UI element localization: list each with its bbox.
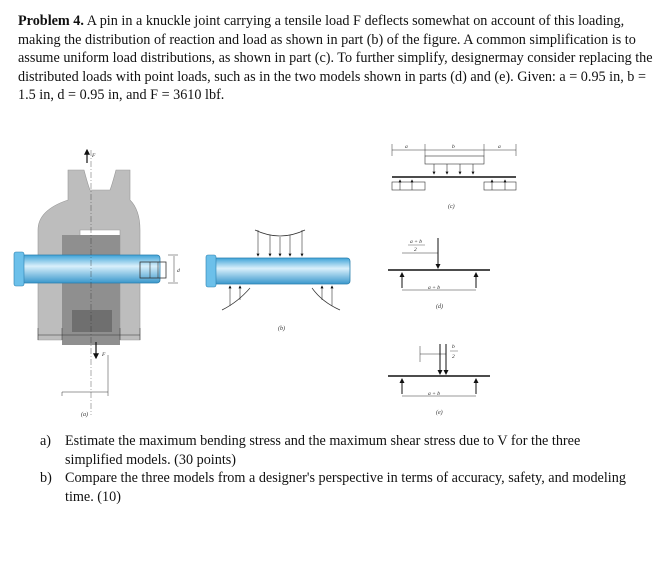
question-marker: a) (40, 433, 52, 449)
label-d: d (177, 268, 180, 274)
label-e-frac-den: 2 (452, 354, 455, 360)
question-item (40, 432, 640, 469)
question-list (40, 432, 640, 506)
label-e-a-plus-b: a + b (428, 391, 440, 397)
part-d-point-loads (388, 238, 490, 310)
label-d-frac-num: a + b (410, 239, 422, 245)
pin-b-shape (212, 258, 350, 284)
label-c-b: b (452, 144, 455, 150)
caption-e: (e) (436, 410, 443, 416)
problem-statement (18, 12, 658, 105)
part-a-knuckle-joint (14, 150, 180, 418)
label-d-a-plus-b: a + b (428, 285, 440, 291)
caption-b: (b) (278, 326, 285, 332)
part-e-point-loads (388, 344, 490, 416)
question-text: Estimate the maximum bending stress and the maximum shear stress due to V for the three simplified models. (30 points) (65, 433, 581, 468)
label-F-up: F (92, 153, 96, 159)
caption-c: (c) (448, 204, 455, 210)
problem-label: Problem 4. (18, 13, 84, 29)
part-b-deflected-pin (206, 230, 350, 332)
label-c-a-right: a (498, 144, 501, 150)
label-c-a-left: a (405, 144, 408, 150)
label-F-down: F (102, 352, 106, 358)
pin-shape (20, 255, 160, 283)
question-marker: b) (40, 470, 52, 487)
part-c-uniform-loads (392, 144, 516, 210)
problem-text: A pin in a knuckle joint carrying a tensile load F deflects somewhat on account of this loading, making the distribution of reaction and load as shown in part (b) of the figure. A common simplification is to assume uniform load distributions, as shown in part (c). To further simplify, designermay consider replacing the distributed loads with point loads, such as in the two models shown in parts (d) and (e). Given: a = 0.95 in, b = 1.5 in, d = 0.95 in, and F = 3610 lbf. (18, 13, 653, 104)
question-text: Compare the three models from a designer's perspective in terms of accuracy, safety, and modeling time. (10) (65, 470, 626, 505)
caption-d: (d) (436, 304, 443, 310)
caption-a: (a) (81, 412, 88, 418)
knuckle-joint-figure (0, 130, 669, 430)
label-d-frac-den: 2 (414, 247, 417, 253)
question-item (40, 469, 640, 506)
label-e-frac-num: b (452, 344, 455, 350)
